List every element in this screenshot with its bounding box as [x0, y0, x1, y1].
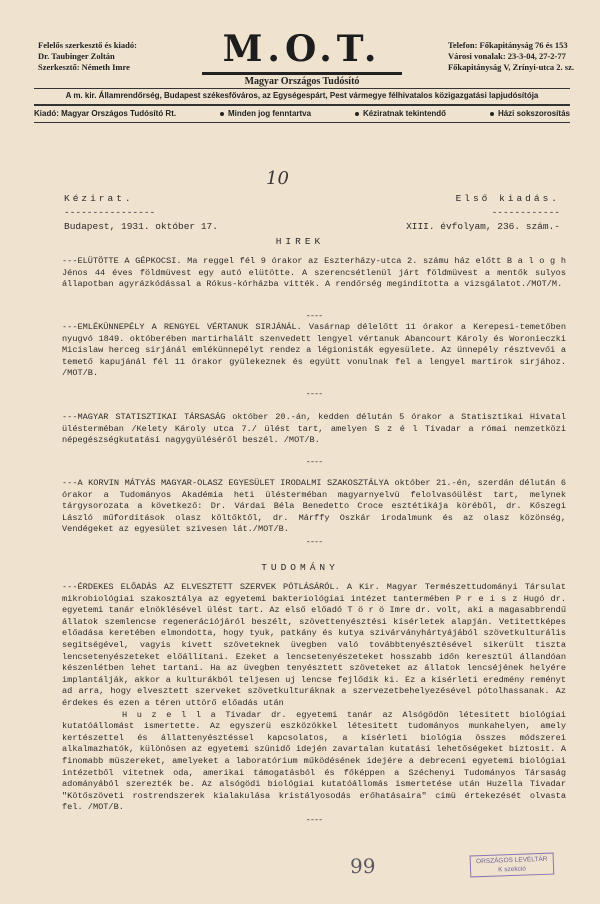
- news-article: [62, 478, 566, 536]
- contact-line: Főkapitányság V, Zrínyi-utca 2. sz.: [447, 62, 574, 72]
- document-meta: [64, 192, 560, 234]
- masthead-contact: [448, 40, 574, 73]
- section-title-tudomany: TUDOMÁNY: [261, 562, 339, 573]
- rule-text: ------------: [491, 207, 560, 218]
- article-paragraph: ---EMLÉKÜNNEPÉLY A RENGYEL VÉRTANUK SIRJÁNÁL. Vasárnap délelőtt 11 órakor a Kerepesi-temetőben nyugvó 1849. októberében martirhalált szenvedett lengyel vértanuk Abancourt Károly és Woronieczki Micislaw herceg sirjánál emlékünnepélyt rendez a légionisták egyesülete. Az ünnepély résztvevői a temető kapujánál fél 11 órakor gyülekeznek és együtt vonulnak fel a lengyel martirok sirjához. /MOT/B.: [62, 322, 566, 379]
- article-paragraph: H u z e l l a Tivadar dr. egyetemi tanár az Alsógödön létesitett biológiai kutatóállomást ismertette. Az egyszerü eszközökkel létesitett tudományos munkahelyen, amely kertészettel és állattenyésztéssel kapcsolatos, a kísérleti biológia összes módszerei alkalmazhatók, különösen az egyetemi szünidő idején zavartalan kutatási lehetőségeket biztosit. A finomabb müszereket, amelyeket a laboratórium működésének idejére a debreceni egyetemi biológiai intézetből vitetnek oda, amerikai támogatásból és főképpen a Széchenyi Tudományos Társaság adományából szerezték be. Az alsógödi biológiai kutatóállomás ismertetése után Huzella Tivadar "Kötőszöveti rostrendszerek kialakulása kristályosodás erőhatásaira" cimü értekezését olvasta fel. /MOT/B.: [62, 709, 566, 813]
- news-article: [62, 256, 566, 291]
- stamp-text: ORSZÁGOS LEVÉLTÁR: [475, 855, 548, 866]
- editor-line: Dr. Taubinger Zoltán: [38, 51, 115, 61]
- masthead: [26, 28, 578, 120]
- footer-item: Házi sokszorosítás: [490, 109, 570, 118]
- editor-line: Szerkesztő: Németh Imre: [38, 62, 130, 72]
- footer-item: Minden jog fenntartva: [220, 109, 311, 118]
- edition-label: Első kiadás.: [455, 193, 560, 204]
- masthead-logo: M.O.T.: [222, 28, 382, 70]
- news-article-divider: ----: [305, 311, 323, 321]
- news-article-divider: ----: [305, 457, 323, 467]
- article-paragraph: ---A KORVIN MÁTYÁS MAGYAR-OLASZ EGYESÜLET IRODALMI SZAKOSZTÁLYA október 21.-én, szerdán délután 6 órakor a Tudományos Akadémia heti ülésterméban magyarnyelvü felolvasóülést tart, melynek tárgysorozata a következő: Dr. Várdai Béla Benedetto Croce esztétikája köréből, dr. Kőszegi László műfordítások olasz költőktől, dr. Márffy Oszkár irodalmunk és az olasz közönség, Vendégeket az egyesület szivesen lát./MOT/B.: [62, 478, 566, 535]
- date-line: Budapest, 1931. október 17.: [64, 221, 218, 232]
- footer-item: Kéziratnak tekintendő: [355, 109, 446, 118]
- footer-item: Kiadó: Magyar Országos Tudósító Rt.: [34, 109, 177, 118]
- handwritten-number: 10: [266, 168, 289, 189]
- divider: [34, 122, 570, 123]
- archive-stamp: [462, 852, 563, 881]
- logo-underline: [202, 72, 402, 75]
- masthead-tagline: A m. kir. Államrendőrség, Budapest székesfőváros, az Egységespárt, Pest vármegye félhivatalos közigazgatási lapjudósítója: [65, 91, 539, 100]
- article-paragraph: ---ELÜTÖTTE A GÉPKOCSI. Ma reggel fél 9 órakor az Eszterházy-utca 2. számu ház előtt B a l o g h Jénos 44 éves földmüvest egy autó elütötte. A szerencsétlenül járt földmüvest a mentők sulyos állapotban agyrázkódással a Rókus-kórházba vitték. A rendőrség megindította a vizsgálatot./MOT/M.: [62, 256, 566, 290]
- news-article-divider: ----: [305, 537, 323, 547]
- science-article: ---ÉRDEKES ELŐADÁS AZ ELVESZTETT SZERVEK PÓTLÁSÁRÓL. A Kir. Magyar Természettudományi Társulat mikrobiológiai szakosztálya az egyetemi bakteriológiai intézet tantermében P r e i s z Hugó dr. egyetemi tanár elnöklésével ülést tart. Az első előadó T ö r ö Imre dr. volt, aki a magasabbrendű állatok szemlencse regenerációjáról beszélt, szövettenyésztési kísérletek alapján. Vetitettképes előadása keretében elmondotta, hogy tyuk, patkány és kutya szivárványhártyájából szövetkulturális segitségével, vagyis kivett szöveteknek üvegben való továbbtenyésztésével sikerült tiszta lencsetenyészeteket előállítani. Ezeket a lencsetenyészeteket hosszabb időn keresztül állandóan készenlétben lehet tartani. Ha az üvegben tenyésztett szöveteket az állatok lencséjének helyére implantálják, akkor a kulturákból teljesen uj lencse fejlődik ki. Ez a kísérleti eredmény reményt ad arra, hogy elvesztett szerveket szövetkulturáknak a szervezetbehelyezésével pótolhassanak. Az érdekes és ezen a téren uttörő előadás után H u z e l l a Tivadar dr. egyetemi tanár az Alsógödön létesitett biológiai kutatóállomást ismertette. Az egyszerü eszközökkel létesitett tudományos munkahelyen, amely kertészettel és állattenyésztéssel kapcsolatos, a kísérleti biológia összes módszerei alkalmazhatók, különösen az egyetemi szünidő idején zavartalan kutatási lehetőségeket biztosit. A finomabb müszereket, amelyeket a laboratórium működésének idejére a debreceni egyetemi biológiai intézetből vitetnek oda, amerikai támogatásból és főképpen a Széchenyi Tudományos Társaság adományából szerezték be. Az alsógödi biológiai kutatóállomás ismertetése után Huzella Tivadar "Kötőszöveti rostrendszerek kialakulása kristályosodás erőhatásaira" cimü értekezését olvasta fel. /MOT/B. ----: [62, 582, 566, 825]
- article-paragraph: ---MAGYAR STATISZTIKAI TÁRSASÁG október 20.-án, kedden délután 5 órakor a Statisztikai Hivatal ülésterméban /Kelety Károly utca 7./ ülést tart, amelyen S z é l Tivadar a római nemzetközi népegészségkutatási nagygyüléséről beszél. /MOT/B.: [62, 412, 566, 446]
- volume-line: XIII. évfolyam, 236. szám.-: [406, 221, 560, 232]
- contact-line: Városi vonalak: 23-3-04, 27-2-77: [447, 51, 566, 61]
- news-article: [62, 412, 566, 447]
- news-article: [62, 322, 566, 380]
- manuscript-label: Kézirat.: [64, 193, 134, 204]
- handwritten-page-number: 99: [350, 854, 376, 878]
- editor-line: Felelős szerkesztő és kiadó:: [38, 40, 137, 50]
- masthead-subtitle: Magyar Országos Tudósító: [244, 76, 360, 87]
- masthead-footer: [34, 109, 570, 118]
- divider: [34, 104, 570, 106]
- contact-line: Telefon: Főkapitányság 76 és 153: [447, 40, 568, 50]
- divider: [34, 88, 570, 89]
- stamp-text: K szekció: [498, 865, 527, 874]
- news-article-divider: ----: [305, 389, 323, 399]
- article-paragraph: ---ÉRDEKES ELŐADÁS AZ ELVESZTETT SZERVEK PÓTLÁSÁRÓL. A Kir. Magyar Természettudományi Társulat mikrobiológiai szakosztálya az egyetemi bakteriológiai intézet tantermében P r e i s z Hugó dr. egyetemi tanár elnöklésével ülést tart. Az első előadó T ö r ö Imre dr. volt, aki a magasabbrendű állatok szemlencse regenerációjáról beszélt, szövettenyésztési kísérletek alapján. Vetitettképes előadása keretében elmondotta, hogy tyuk, patkány és kutya szivárványhártyájából szövetkulturális segitségével, vagyis kivett szöveteknek üvegben való továbbtenyésztésével sikerült tiszta lencsetenyészeteket előállítani. Ezeket a lencsetenyészeteket hosszabb időn keresztül állandóan készenlétben lehet tartani. Ha az üvegben tenyésztett szöveteket az állatok lencséjének helyére implantálják, akkor a kulturákból teljesen uj lencse fejlődik ki. Ez a kísérleti eredmény reményt ad arra, hogy elvesztett szerveket szövetkulturáknak a szervezetbehelyezésével pótolhassanak. Az érdekes és ezen a téren uttörő előadás után: [62, 582, 566, 708]
- section-title-hirek: HIREK: [275, 236, 325, 247]
- rule-text: ----------------: [64, 207, 156, 218]
